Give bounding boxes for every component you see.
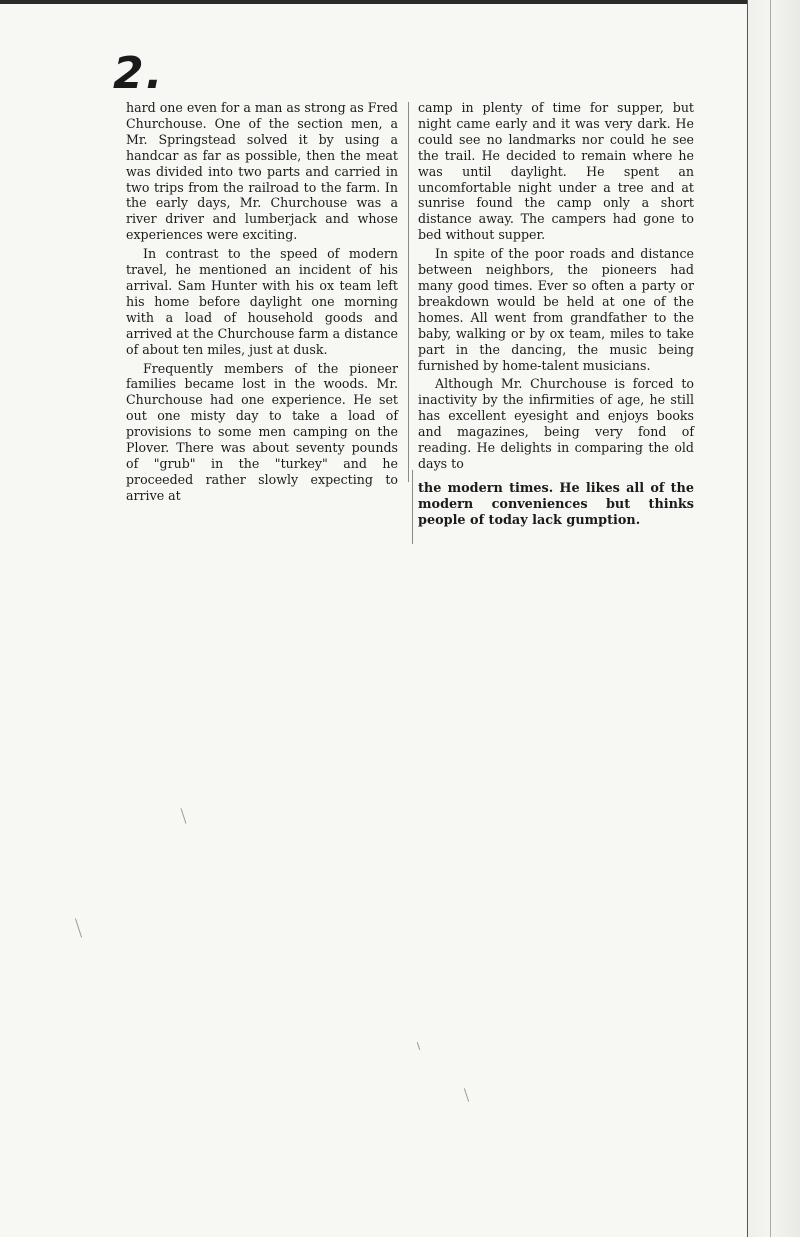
paragraph: In contrast to the speed of modern travel, he mentioned an incident of his arrival. Sam Hunter with his ox team left his home before daylight one morning with a load of household goods and arrived at the Churchouse farm a distance of about ten miles, just at dusk. — [126, 246, 398, 357]
paragraph: In spite of the poor roads and distance between neighbors, the pioneers had many good times. Ever so often a party or breakdown would be held at one of the homes. All went from grandfather to the baby, walking or by ox team, miles to take part in the dancing, the music being furnished by home-talent musicians. — [418, 246, 694, 373]
paragraph: the modern times. He likes all of the modern conveniences but thinks people of today lack gumption. — [418, 481, 694, 528]
article-left-column — [126, 100, 398, 507]
page-right-border — [747, 0, 800, 1237]
paragraph: Frequently members of the pioneer families became lost in the woods. Mr. Churchouse had one experience. He set out one misty day to take a load of provisions to some men camping on the Plover. There was about seventy pounds of "grub" in the "turkey" and he proceeded rather slowly expecting to arrive at — [126, 360, 398, 503]
paper-mark — [417, 1042, 420, 1050]
paragraph: Although Mr. Churchouse is forced to inactivity by the infirmities of age, he still has excellent eyesight and enjoys books and magazines, being very fond of reading. He delights in comparing the old days to — [418, 376, 694, 471]
page-number: 2. — [113, 48, 165, 99]
paper-mark — [181, 808, 187, 824]
column-divider — [408, 102, 409, 482]
paper-mark — [464, 1088, 469, 1102]
paragraph: camp in plenty of time for supper, but night came early and it was very dark. He could see no landmarks nor could he see the trail. He decided to remain where he was until daylight. He spent an uncomfortable night under a tree and at sunrise found the camp only a short distance away. The campers had gone to bed without supper. — [418, 100, 694, 243]
article-right-column-tail — [418, 481, 694, 532]
border-inner-line — [770, 0, 771, 1237]
page-top-edge — [0, 0, 800, 4]
paper-mark — [75, 918, 82, 937]
article-right-column — [418, 100, 694, 475]
column-divider-lower — [412, 470, 413, 544]
paragraph: hard one even for a man as strong as Fred Churchouse. One of the section men, a Mr. Springstead solved it by using a handcar as far as possible, then the meat was divided into two parts and carried in two trips from the railroad to the farm. In the early days, Mr. Churchouse was a river driver and lumberjack and whose experiences were exciting. — [126, 100, 398, 243]
